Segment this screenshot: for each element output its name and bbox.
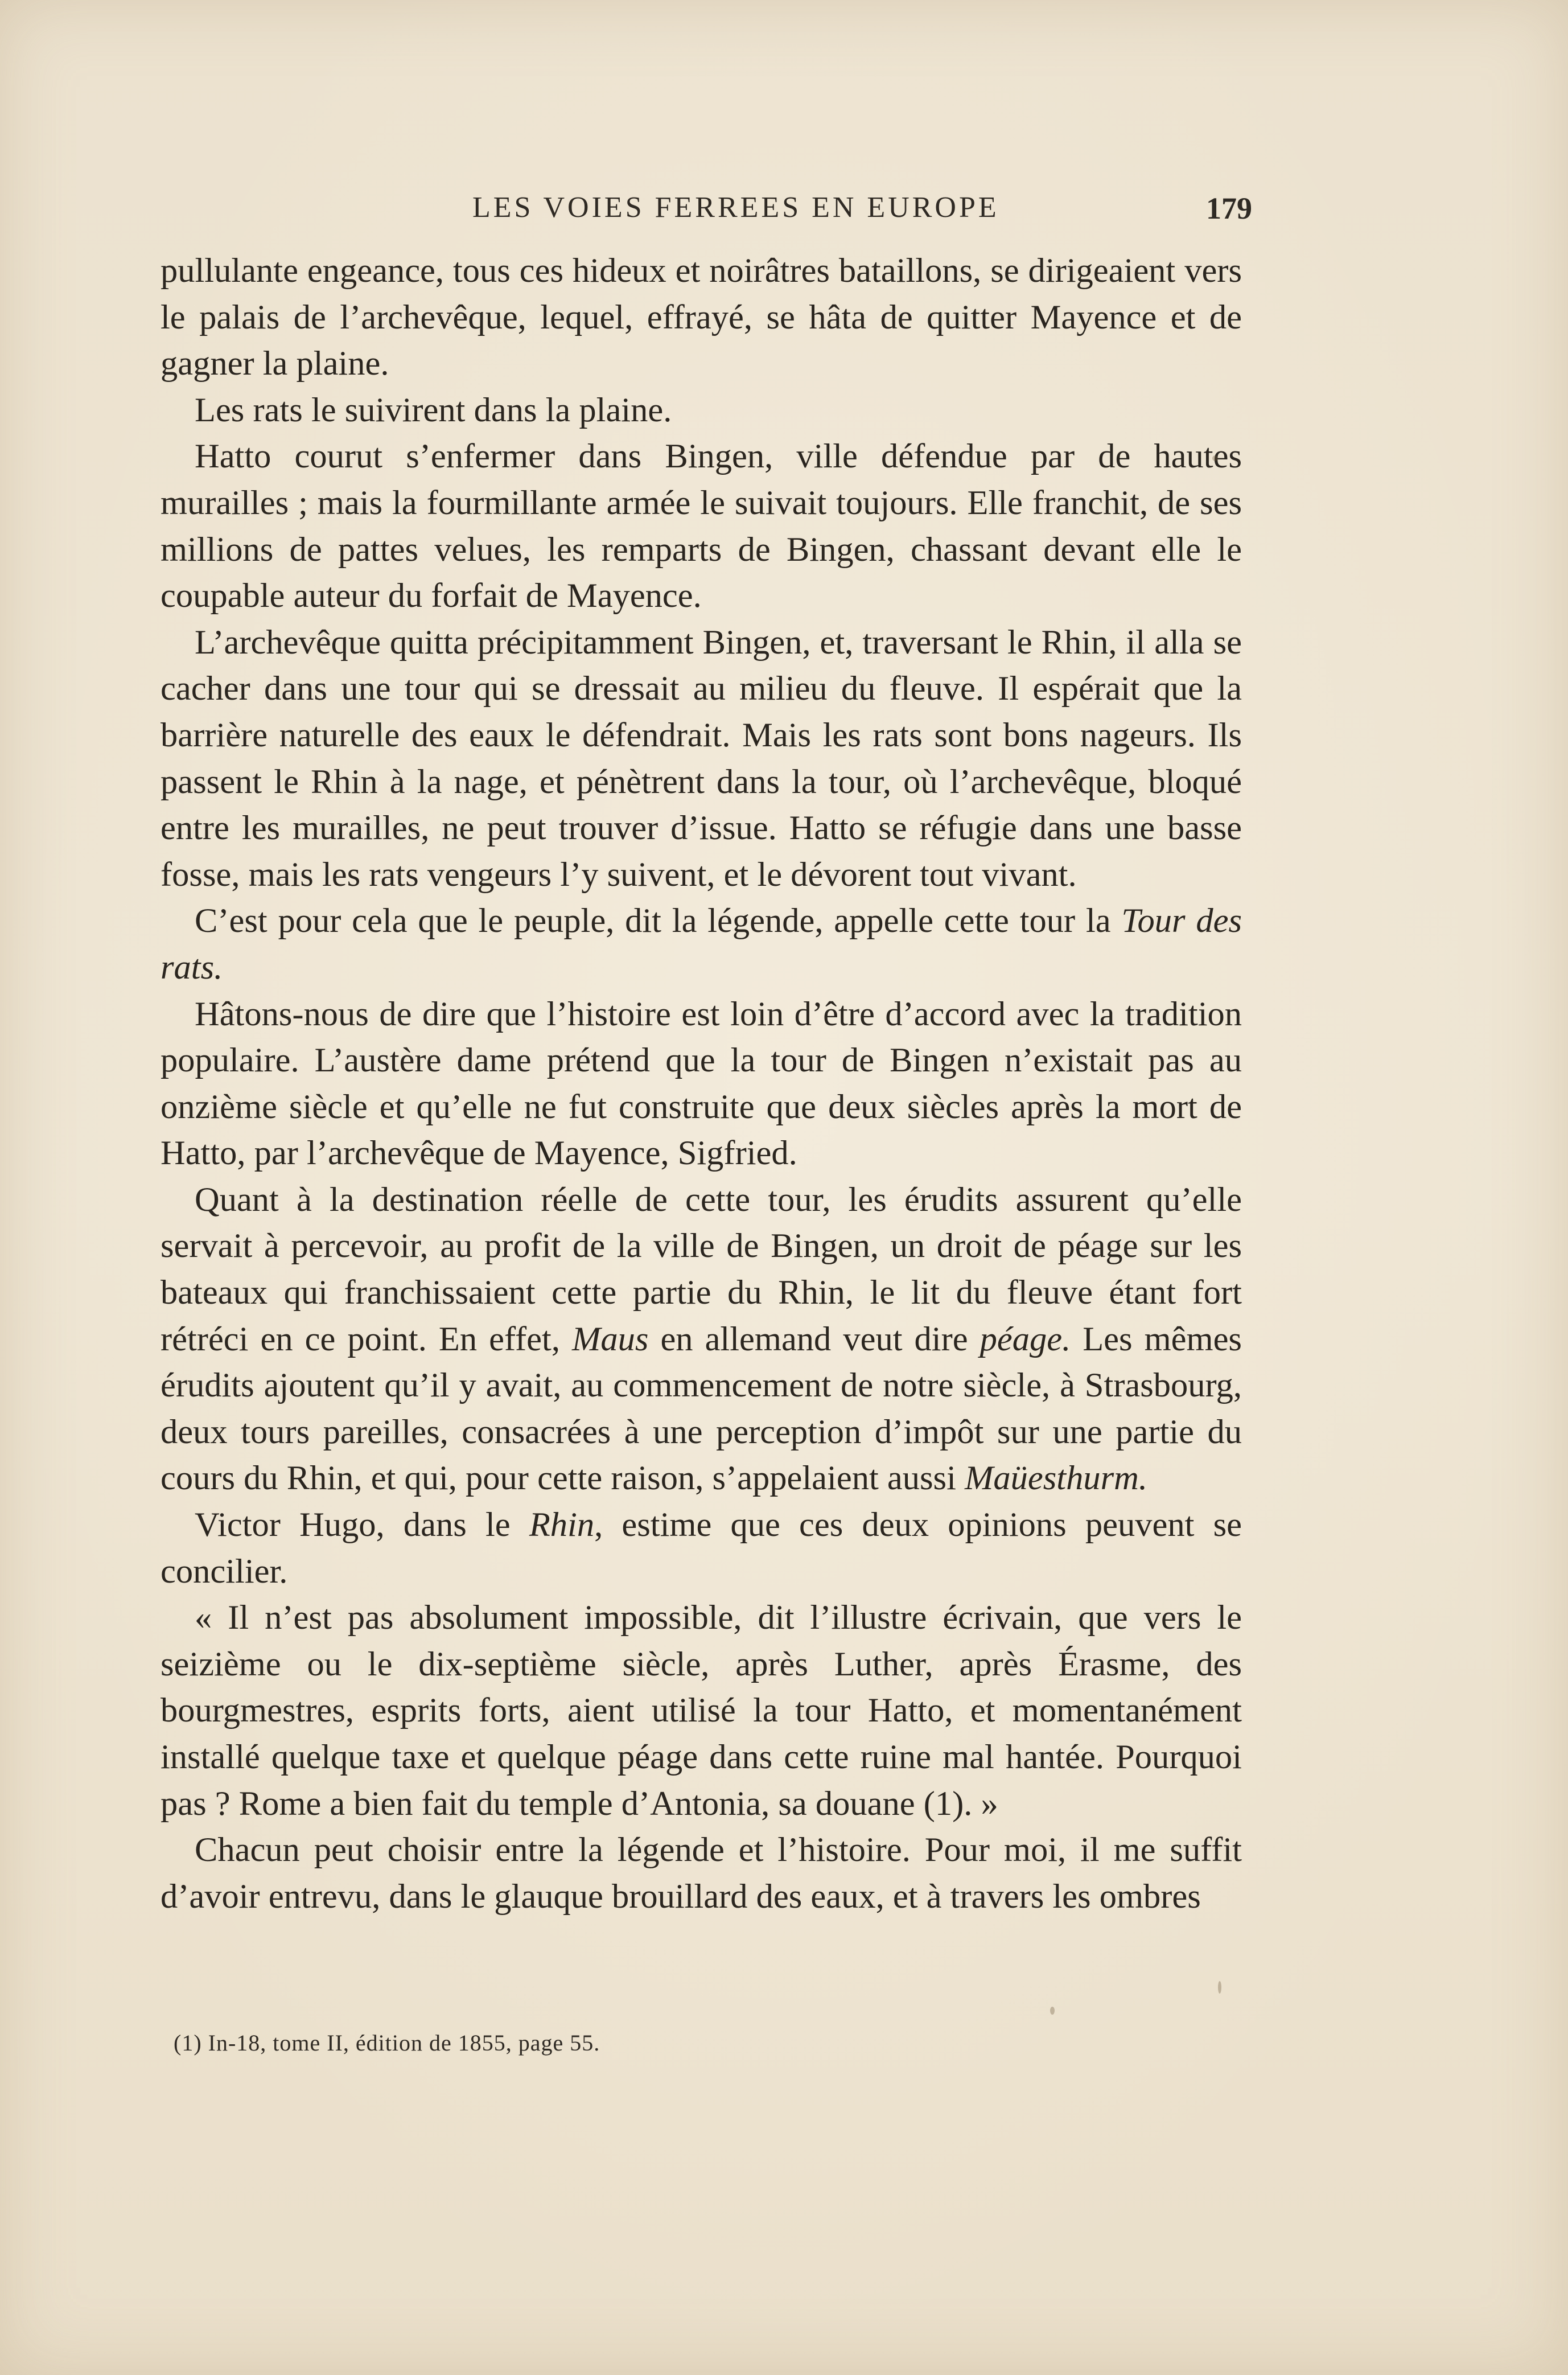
italic-term: Maus	[571, 1320, 649, 1358]
paper-speck	[1218, 1981, 1221, 1994]
running-header	[165, 191, 1246, 231]
paragraph-9: « Il n’est pas absolument impossible, dit l’illustre écrivain, que vers le seizième ou le dix-septième siècle, après Luther, après Érasme, des bourgmestres, esprits forts, aient utilisé la tour Hatto, et momentanément installé quelque taxe et quelque péage dans cette ruine mal hantée. Pourquoi pas ? Rome a bien fait du temple d’Antonia, sa douane (1). »	[160, 1599, 1242, 1823]
paragraph-5: C’est pour cela que le peuple, dit la légende, appelle cette tour la Tour des rats.	[160, 902, 1242, 987]
paragraph-2: Les rats le suivirent dans la plaine.	[195, 391, 672, 429]
body-text	[160, 248, 1242, 1920]
running-title: LES VOIES FERREES EN EUROPE	[472, 191, 999, 224]
italic-term: Rhin	[529, 1506, 595, 1544]
paragraph-10: Chacun peut choisir entre la légende et l’histoire. Pour moi, il me suffit d’avoir entrevu, dans le glauque brouillard des eaux, et à travers les ombres	[160, 1831, 1242, 1916]
italic-term: péage.	[980, 1320, 1071, 1358]
paragraph-8: Victor Hugo, dans le Rhin, estime que ces deux opinions peuvent se concilier.	[160, 1506, 1242, 1591]
paper-speck	[1212, 455, 1218, 461]
paragraph-3: Hatto courut s’enfermer dans Bingen, ville défendue par de hautes murailles ; mais la fourmillante armée le suivait toujours. Elle franchit, de ses millions de pattes velues, les remparts de Bingen, chassant devant elle le coupable auteur du forfait de Mayence.	[160, 437, 1242, 615]
paragraph-4: L’archevêque quitta précipitamment Bingen, et, traversant le Rhin, il alla se cacher dans une tour qui se dressait au milieu du fleuve. Il espérait que la barrière naturelle des eaux le défendrait. Mais les rats sont bons nageurs. Ils passent le Rhin à la nage, et pénètrent dans la tour, où l’archevêque, bloqué entre les murailles, ne peut trouver d’issue. Hatto se réfugie dans une basse fosse, mais les rats vengeurs l’y suivent, et le dévorent tout vivant.	[160, 623, 1242, 894]
paragraph-6: Hâtons-nous de dire que l’histoire est loin d’être d’accord avec la tradition populaire. L’austère dame prétend que la tour de Bingen n’existait pas au onzième siècle et qu’elle ne fut construite que deux siècles après la mort de Hatto, par l’archevêque de Mayence, Sigfried.	[160, 995, 1242, 1173]
paragraph-7: Quant à la destination réelle de cette tour, les érudits assurent qu’elle servait à percevoir, au profit de la ville de Bingen, un droit de péage sur les bateaux qui franchissaient cette partie du Rhin, le lit du fleuve étant fort rétréci en ce point. En effet, Maus en allemand veut dire péage. Les mêmes érudits ajoutent qu’il y avait, au commencement de notre siècle, à Strasbourg, deux tours pareilles, consacrées à une perception d’impôt sur une partie du cours du Rhin, et qui, pour cette raison, s’appelaient aussi Maüesthurm.	[160, 1180, 1242, 1498]
paragraph-1: pullulante engeance, tous ces hideux et noirâtres bataillons, se dirigeaient vers le palais de l’archevêque, lequel, effrayé, se hâta de quitter Mayence et de gagner la plaine.	[160, 252, 1242, 383]
italic-term: Tour des rats.	[160, 902, 1242, 987]
page-number: 179	[1206, 191, 1252, 225]
footnote: (1) In-18, tome II, édition de 1855, page 55.	[174, 2030, 600, 2056]
paper-speck	[1050, 2007, 1055, 2015]
italic-term: Maüesthurm.	[965, 1459, 1147, 1498]
